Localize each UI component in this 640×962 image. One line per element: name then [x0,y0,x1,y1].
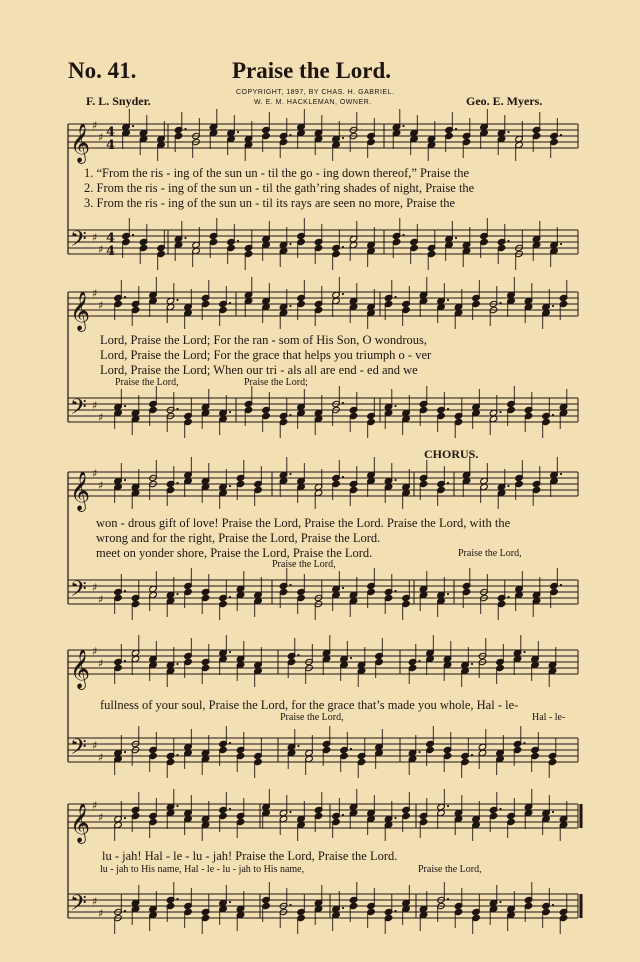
sharp-sign: ♯ [92,895,98,908]
sharp-sign: ♯ [98,593,104,606]
treble-clef: 𝄞 [70,803,91,843]
bass-lyric: Praise the Lord; [244,377,308,388]
bass-lyric: lu - jah to His name, Hal - le - lu - jah to His name, [100,864,305,875]
sharp-sign: ♯ [92,399,98,412]
sharp-sign: ♯ [98,811,104,824]
hymn-title: Praise the Lord. [232,58,392,83]
copyright-line-1: COPYRIGHT, 1897, BY CHAS. H. GABRIEL. [236,89,395,96]
sharp-sign: ♯ [92,287,98,300]
bass-clef: 𝄢 [70,577,87,607]
treble-clef: 𝄞 [70,123,91,163]
lyric-line: meet on yonder shore, Praise the Lord, Praise the Lord. [96,546,373,560]
treble-clef: 𝄞 [70,291,91,331]
lyric-line: Lord, Praise the Lord; For the grace that helps you triumph o - ver [100,348,432,362]
composer-credit: Geo. E. Myers. [466,94,543,108]
time-signature-top: 4 [106,231,116,246]
lyric-line: 1. “From the ris - ing of the sun un - til the go - ing down thereof,” Praise the [84,166,469,180]
bass-clef: 𝄢 [70,227,87,257]
sharp-sign: ♯ [92,581,98,594]
lyric-line: won - drous gift of love! Praise the Lord, Praise the Lord. Praise the Lord, with the [96,516,511,530]
bass-clef: 𝄢 [70,395,87,425]
time-signature-top: 4 [106,125,116,140]
hymn-number: No. 41. [68,58,137,83]
bass-lyric: Praise the Lord, [280,712,344,723]
lyric-line: fullness of your soul, Praise the Lord, for the grace that’s made you whole, Hal - le- [100,698,519,712]
sharp-sign: ♯ [92,467,98,480]
lyric-line: Lord, Praise the Lord; When our tri - als all are end - ed and we [100,363,418,377]
sharp-sign: ♯ [92,739,98,752]
bass-clef: 𝄢 [70,891,87,921]
sharp-sign: ♯ [98,907,104,920]
time-signature-bottom: 4 [106,138,116,153]
sharp-sign: ♯ [98,131,104,144]
sharp-sign: ♯ [98,411,104,424]
bass-lyric: Hal - le- [532,712,566,723]
treble-clef: 𝄞 [70,471,91,511]
sharp-sign: ♯ [92,645,98,658]
copyright-line-2: W. E. M. HACKLEMAN, OWNER. [254,99,372,106]
time-signature-bottom: 4 [106,244,116,259]
bass-clef: 𝄢 [70,735,87,765]
chorus-label: CHORUS. [424,447,479,461]
lyric-line: wrong and for the right, Praise the Lord, Praise the Lord. [96,531,381,545]
sharp-sign: ♯ [98,479,104,492]
sharp-sign: ♯ [98,299,104,312]
lyric-line: Lord, Praise the Lord; For the ran - som of His Son, O wondrous, [100,333,428,347]
sharp-sign: ♯ [92,231,98,244]
sharp-sign: ♯ [92,119,98,132]
lyricist-credit: F. L. Snyder. [86,94,151,108]
lyric-line: 2. From the ris - ing of the sun un - til the gath’ring shades of night, Praise the [84,181,475,195]
treble-clef: 𝄞 [70,649,91,689]
bass-lyric: Praise the Lord, [115,377,179,388]
lyric-line: lu - jah! Hal - le - lu - jah! Praise the Lord, Praise the Lord. [102,849,398,863]
lyric-line: 3. From the ris - ing of the sun un - til its rays are seen no more, Praise the [84,196,456,210]
sharp-sign: ♯ [98,657,104,670]
sharp-sign: ♯ [98,751,104,764]
bass-lyric: Praise the Lord, [272,559,336,570]
sharp-sign: ♯ [98,243,104,256]
sharp-sign: ♯ [92,799,98,812]
bass-lyric: Praise the Lord, [418,864,482,875]
bass-lyric: Praise the Lord, [458,548,522,559]
